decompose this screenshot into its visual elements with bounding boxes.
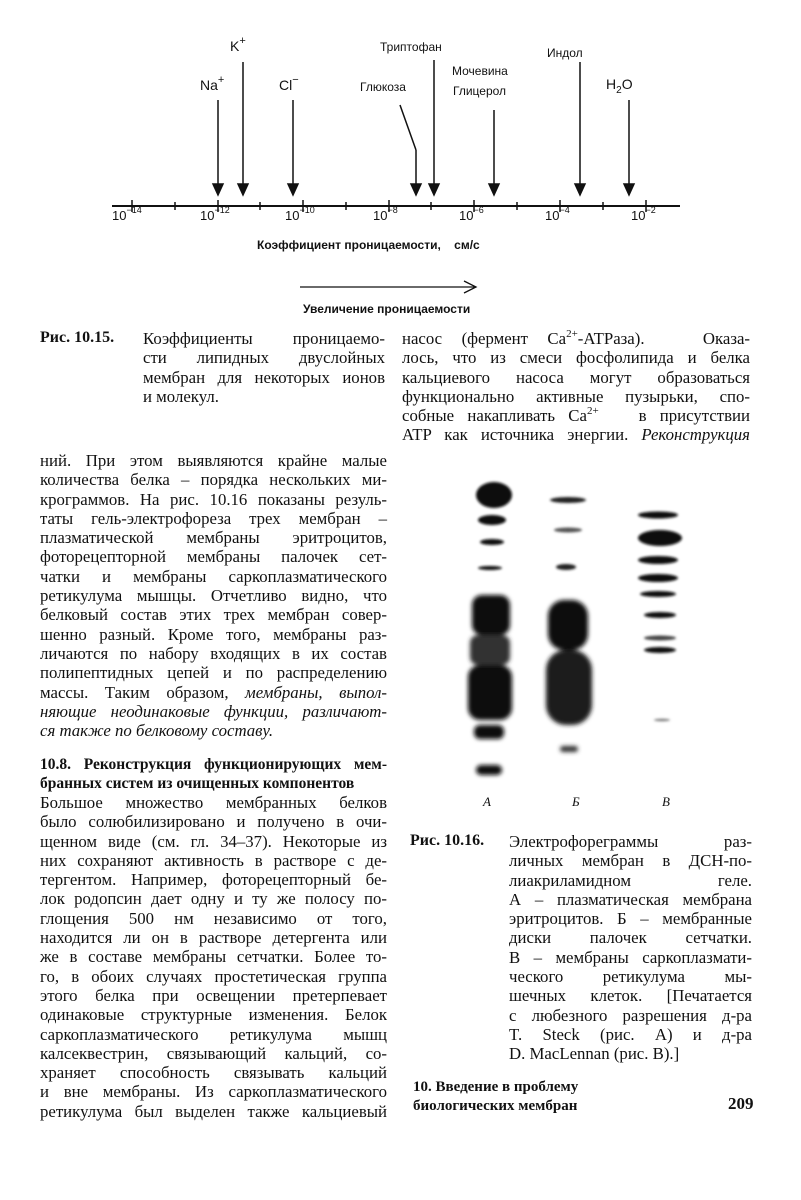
label-k: K+ <box>230 35 246 54</box>
label-tryptophan: Триптофан <box>380 40 442 54</box>
tick-label: $10^{-6}$ <box>459 205 484 223</box>
arrowhead-glucose <box>411 184 421 195</box>
figure-caption: Электрофореграммы раз- личных мембран в ДСН-по- лиакриламидном геле. А – плазматическая мембрана эритроцитов. Б – мембранные диски палочек сетчатки. В – мембраны саркоплазмати- ческого ретикулума мы- шечных клеток. [Печатается с любезного разрешения д-ра T. Steck (рис. А) и д-ра D. MacLennan (рис. В).] <box>509 832 752 1064</box>
arrow-glucose <box>400 105 416 150</box>
tick-label: $10^{-2}$ <box>631 205 656 223</box>
gel-electrophoresis-photo <box>450 470 710 790</box>
left-paragraph: ний. При этом выявляются крайне малые количества белка – порядка нескольких ми- крограммов. На рис. 10.16 показаны резуль- таты гель-электрофореза трех мембран – плазматической мембраны эритроцитов, фоторецепторной мембраны палочек сет- чатки и мембраны саркоплазматического ретикулума мышцы. Отчетливо видно, что белковый состав этих трех мембран совер- шенно разный. Кроме того, мембраны раз- личаются по набору входящих в их состав полипептидных цепей и по распределению массы. Таким образом, мембраны, выпол- няющие неодинаковые функции, различают- ся также по белковому составу. <box>40 451 387 741</box>
label-cl: Cl− <box>279 74 299 93</box>
tick-label: $10^{-4}$ <box>545 205 570 223</box>
label-water: $H_2O$ <box>606 76 633 96</box>
figure-label: Рис. 10.15. <box>40 329 115 346</box>
gel-lane-b-lower <box>546 600 592 752</box>
tick-label: $10^{-8}$ <box>373 205 398 223</box>
gel-lane-a <box>476 482 512 570</box>
figure-label: Рис. 10.16. <box>410 832 485 849</box>
arrowhead-k <box>238 184 248 195</box>
section-paragraph: Большое множество мембранных белков было солюбилизировано и получено в очи- щенном виде (см. гл. 34–37). Некоторые из них сохраняют активность в растворе с де- тергентом. Например, фоторецепторный бе- лок родопсин дает одну и ту же полосу по- глощения 500 нм независимо от того, находится ли он в растворе детергента или же в составе мембраны сетчатки. Более то- го, в обоих случаях простетическая группа этого белка при освещении претерпевает одинаковые структурные изменения. Белок саркоплазматического ретикулума мышц калсеквестрин, связывающий кальций, со- храняет способность связывать кальций и вне мембраны. Из саркоплазматического ретикулума был выделен также кальциевый <box>40 793 387 1121</box>
gel-lane-c <box>638 512 682 722</box>
label-indole: Индол <box>547 46 583 60</box>
label-glucose: Глюкоза <box>360 80 406 94</box>
label-glycerol: Глицерол <box>453 84 507 98</box>
arrowhead-cl <box>288 184 298 195</box>
arrowhead-urea <box>489 184 499 195</box>
right-top-paragraph: насос (фермент $Ca^{2+}-ATPаза$). Оказа- лось, что из смеси фосфолипида и белка кальциевого насоса могут образоваться функционально активные пузырьки, спо- собные накапливать $Ca^{2+}$ в присутствии ATP как источника энергии. Реконструкция <box>402 328 750 445</box>
label-na: Na+ <box>200 74 225 93</box>
gel-lane-a-lower <box>468 595 512 775</box>
arrowhead-indole <box>575 184 585 195</box>
lane-label-b: Б <box>572 794 580 809</box>
page-number: 209 <box>728 1094 754 1113</box>
arrowhead-tryptophan <box>429 184 439 195</box>
label-urea: Мочевина <box>452 64 508 78</box>
tick-label: $10^{-10}$ <box>285 205 315 223</box>
axis-title: Коэффициент проницаемости, см/с <box>257 238 480 252</box>
gel-lane-b <box>550 497 586 570</box>
lane-label-a: А <box>483 794 491 809</box>
tick-label: $10^{-14}$ <box>112 205 142 223</box>
arrow-caption: Увеличение проницаемости <box>303 302 471 316</box>
figure-caption: Коэффициенты проницаемо- сти липидных двуслойных мембран для некоторых ионов и молекул. <box>143 329 385 406</box>
tick-label: $10^{-12}$ <box>200 205 230 223</box>
arrowhead-water <box>624 184 634 195</box>
lane-label-c: В <box>662 794 670 809</box>
arrowhead-na <box>213 184 223 195</box>
section-heading: 10.8. Реконструкция функционирующих мем- бранных систем из очищенных компонентов <box>40 756 387 793</box>
running-footer: 10. Введение в проблему биологических мембран <box>413 1079 579 1114</box>
